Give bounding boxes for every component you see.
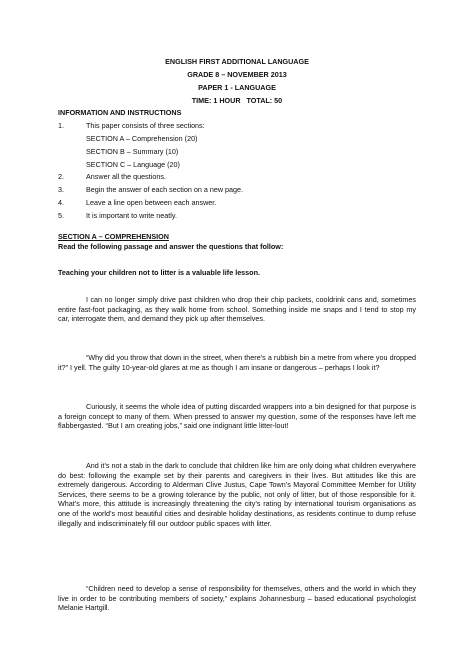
instruction-text: This paper consists of three sections: xyxy=(86,121,205,130)
section-a-heading: SECTION A – COMPREHENSION xyxy=(58,232,169,241)
instruction-number: 1. xyxy=(58,121,64,130)
instruction-section-c: SECTION C – Language (20) xyxy=(86,160,180,169)
paragraph-text: “Why did you throw that down in the street, when there’s a rubbish bin a metre from where you dropped it?” I yell. The guilty 10-year-old glares at me as though I am insane or dangerous – perhaps I look it? xyxy=(58,353,416,372)
paragraph-text: And it’s not a stab in the dark to conclude that children like him are only doing what children everywhere do best: following the example set by their parents and caregivers in their lives. But attitudes like this are extremely dangerous. According to Alderman Clive Justus, Cape Town’s Mayoral Committee Member for Utility Services, there seems to be a growing tolerance by the public, not only of litter, but of those responsible for it. What’s more, this attitude is increasingly threatening the city’s rating by international tourism organisations as one of the world’s most beautiful cities and desirable holiday destinations, as residents continue to dump refuse illegally and indiscriminately fill our outdoor public spaces with litter. xyxy=(58,461,416,528)
paragraph-text: Curiously, it seems the whole idea of putting discarded wrappers into a bin designed for that purpose is a foreign concept to many of them. When pressed to answer my question, some of the responses have left me flabbergasted. “But I am creating jobs,” said one indignant little litter-lout! xyxy=(58,402,416,431)
header-time-total: TIME: 1 HOUR TOTAL: 50 xyxy=(191,96,283,105)
paragraph-text: “Children need to develop a sense of responsibility for themselves, others and the world in which they live in order to be contributing members of society,” explains Johannesburg – based educational psychologist Melanie Hartgill. xyxy=(58,584,416,613)
header-subject: ENGLISH FIRST ADDITIONAL LANGUAGE xyxy=(165,57,309,66)
header-grade: GRADE 8 – NOVEMBER 2013 xyxy=(187,70,287,79)
instruction-number: 3. xyxy=(58,185,64,194)
instruction-number: 4. xyxy=(58,198,64,207)
instructions-heading: INFORMATION AND INSTRUCTIONS xyxy=(58,108,182,117)
passage-paragraph xyxy=(58,584,416,613)
instruction-section-b: SECTION B – Summary (10) xyxy=(86,147,179,156)
instruction-text: Begin the answer of each section on a new page. xyxy=(86,185,244,194)
section-a-instruction: Read the following passage and answer the questions that follow: xyxy=(58,242,284,251)
instruction-text: Leave a line open between each answer. xyxy=(86,198,217,207)
instruction-number: 5. xyxy=(58,211,64,220)
instruction-text: Answer all the questions. xyxy=(86,172,166,181)
passage-paragraph xyxy=(58,461,416,528)
instruction-section-a: SECTION A – Comprehension (20) xyxy=(86,134,198,143)
passage-paragraph xyxy=(58,353,416,372)
passage-title: Teaching your children not to litter is a valuable life lesson. xyxy=(58,268,260,277)
instruction-number: 2. xyxy=(58,172,64,181)
passage-paragraph xyxy=(58,295,416,324)
paragraph-text: I can no longer simply drive past children who drop their chip packets, cooldrink cans and, sometimes entire fast-foot packaging, as they walk home from school. Something inside me snaps and I tend to stop my car, interrogate them, and demand they pick up after themselves. xyxy=(58,295,416,324)
instruction-text: It is important to write neatly. xyxy=(86,211,177,220)
header-paper: PAPER 1 - LANGUAGE xyxy=(198,83,276,92)
passage-paragraph xyxy=(58,402,416,431)
